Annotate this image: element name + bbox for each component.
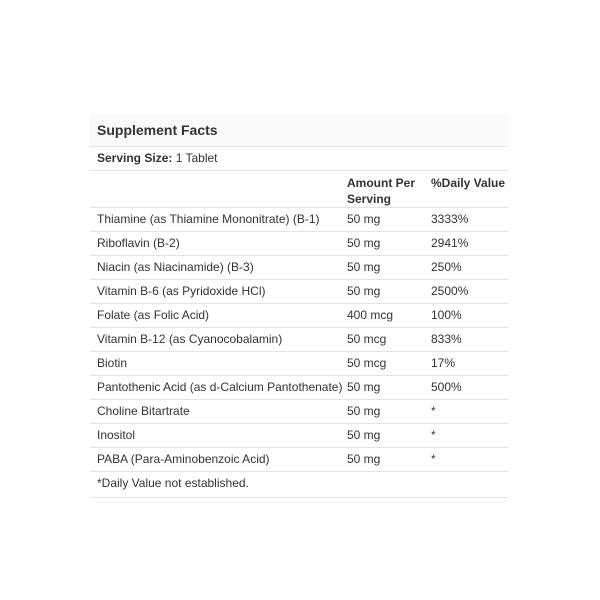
ingredient-name: Niacin (as Niacinamide) (B-3) bbox=[90, 256, 347, 280]
ingredient-name: Pantothenic Acid (as d-Calcium Pantothenate) bbox=[90, 376, 347, 400]
ingredient-daily-value: * bbox=[431, 448, 508, 472]
ingredient-name: PABA (Para-Aminobenzoic Acid) bbox=[90, 448, 347, 472]
ingredient-daily-value: 500% bbox=[431, 376, 508, 400]
table-row bbox=[90, 232, 508, 256]
ingredient-name: Thiamine (as Thiamine Mononitrate) (B-1) bbox=[90, 208, 347, 232]
ingredient-daily-value: 17% bbox=[431, 352, 508, 376]
footnote: *Daily Value not established. bbox=[90, 472, 508, 498]
ingredient-name: Inositol bbox=[90, 424, 347, 448]
serving-size bbox=[90, 147, 508, 171]
ingredient-name: Biotin bbox=[90, 352, 347, 376]
table-row bbox=[90, 376, 508, 400]
ingredient-name: Vitamin B-6 (as Pyridoxide HCl) bbox=[90, 280, 347, 304]
ingredient-name: Riboflavin (B-2) bbox=[90, 232, 347, 256]
table-row bbox=[90, 280, 508, 304]
panel-title: Supplement Facts bbox=[90, 115, 508, 147]
ingredient-amount: 50 mg bbox=[347, 400, 431, 424]
ingredient-daily-value: 2941% bbox=[431, 232, 508, 256]
supplement-facts-panel bbox=[90, 115, 508, 498]
ingredient-daily-value: * bbox=[431, 400, 508, 424]
ingredient-amount: 50 mg bbox=[347, 424, 431, 448]
ingredient-daily-value: * bbox=[431, 424, 508, 448]
table-body bbox=[90, 208, 508, 472]
table-row bbox=[90, 208, 508, 232]
ingredient-name: Folate (as Folic Acid) bbox=[90, 304, 347, 328]
table-row bbox=[90, 256, 508, 280]
serving-size-label: Serving Size: bbox=[97, 151, 173, 165]
facts-table bbox=[90, 171, 508, 472]
ingredient-amount: 50 mg bbox=[347, 376, 431, 400]
amount-column-header: Amount Per Serving bbox=[347, 171, 431, 208]
ingredient-daily-value: 3333% bbox=[431, 208, 508, 232]
ingredient-column-header bbox=[90, 171, 347, 208]
ingredient-name: Vitamin B-12 (as Cyanocobalamin) bbox=[90, 328, 347, 352]
ingredient-daily-value: 2500% bbox=[431, 280, 508, 304]
table-row bbox=[90, 400, 508, 424]
table-row bbox=[90, 352, 508, 376]
table-row bbox=[90, 328, 508, 352]
table-row bbox=[90, 448, 508, 472]
daily-value-column-header: %Daily Value bbox=[431, 171, 508, 208]
ingredient-amount: 50 mg bbox=[347, 280, 431, 304]
ingredient-name: Choline Bitartrate bbox=[90, 400, 347, 424]
ingredient-amount: 50 mcg bbox=[347, 352, 431, 376]
ingredient-daily-value: 100% bbox=[431, 304, 508, 328]
table-row bbox=[90, 424, 508, 448]
ingredient-amount: 50 mg bbox=[347, 208, 431, 232]
table-row bbox=[90, 304, 508, 328]
ingredient-amount: 400 mcg bbox=[347, 304, 431, 328]
table-header-row bbox=[90, 171, 508, 208]
ingredient-amount: 50 mg bbox=[347, 448, 431, 472]
ingredient-daily-value: 250% bbox=[431, 256, 508, 280]
ingredient-amount: 50 mg bbox=[347, 256, 431, 280]
ingredient-daily-value: 833% bbox=[431, 328, 508, 352]
ingredient-amount: 50 mcg bbox=[347, 328, 431, 352]
ingredient-amount: 50 mg bbox=[347, 232, 431, 256]
serving-size-value: 1 Tablet bbox=[175, 151, 218, 165]
